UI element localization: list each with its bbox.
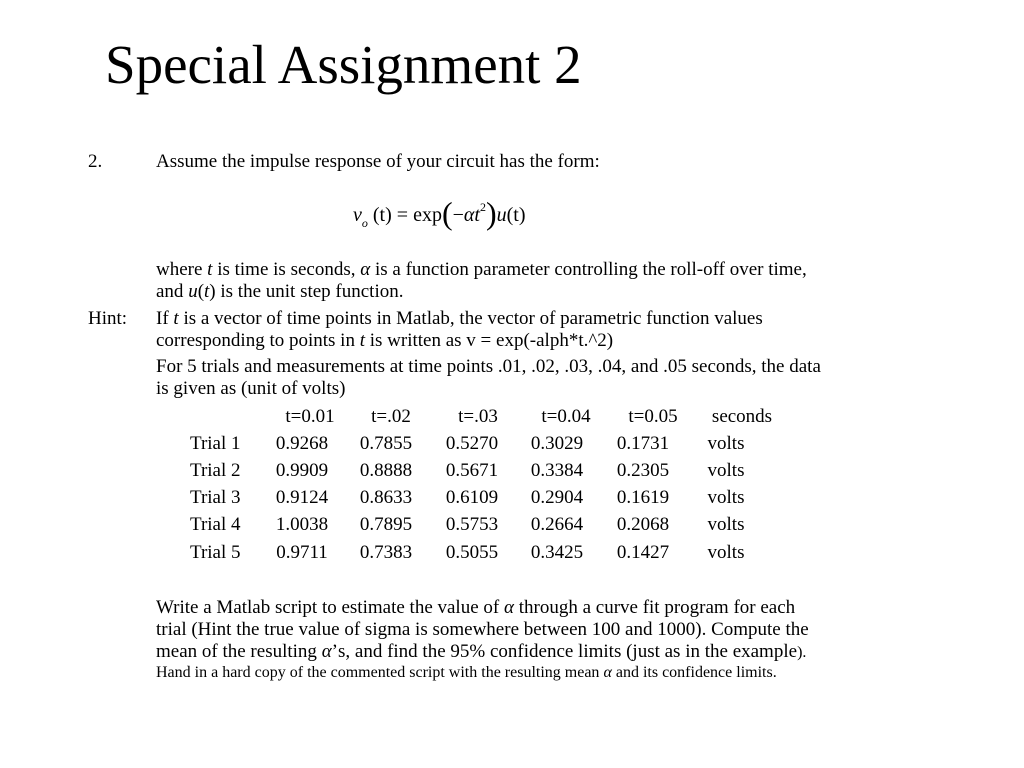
eq-minus: −: [452, 204, 464, 226]
where-line-2: and u(t) is the unit step function.: [156, 281, 404, 302]
hint-line-3: For 5 trials and measurements at time points .01, .02, .03, .04, and .05 seconds, the data: [156, 356, 821, 377]
intro-text: Assume the impulse response of your circuit has the form:: [156, 151, 600, 172]
item-number: 2.: [88, 151, 103, 172]
table-header-5: t=0.05: [628, 406, 678, 427]
table-header-3: t=.03: [458, 406, 498, 427]
eq-u-arg: (t): [506, 204, 526, 226]
eq-t: t: [474, 204, 480, 226]
eq-func: exp: [413, 204, 442, 226]
eq-arg: (t): [372, 204, 392, 226]
table-header-4: t=0.04: [541, 406, 591, 427]
slide: Special Assignment 2 2. Assume the impulse response of your circuit has the form: $v_o$ $(t) = \exp(-\alpha t^2)u(t)$ where t is time is seconds, α is a function parameter controlling the roll-off over time, and u(t) is the unit step function. Hint: If t is a vector of time points in Matlab, the vector of parametric function values corresponding to points in t is written as v = exp(-alph*t.^2) For 5 trials and measurements at time points .01, .02, .03, .04, and .05 seconds, the data is given as (unit of volts) t=0.01 t=.02 t=.03 t=0.04 t=0.05 seconds Trial 1 0.9268 0.7855 0.5270 0.3029 0.1731 volts Trial 2 0.9909 0.8888 0.5671 0.3384 0.2305 volts Trial 3 0.9124 0.8633 0.6109 0.2904 0.1619 volts Trial 4 1.0038 0.7895 0.5753 0.2664 0.2068 volts Trial 5 0.9711 0.7383 0.5055 0.3425 0.1427 volts Write a Matlab script to estimate the value of α through a curve fit program for each trial (Hint the true value of sigma is somewhere between 100 and 1000). Compute the mean of the resulting α’s, and find the 95% confidence limits (just as in the example). Hand in a hard copy of the commented script with the resulting mean α and its confidence limits.: [0, 0, 1024, 768]
hint-line-4: is given as (unit of volts): [156, 378, 346, 399]
table-header-6: seconds: [711, 406, 773, 427]
eq-close-paren: ): [485, 195, 497, 231]
closing-line-3: mean of the resulting α’s, and find the 95% confidence limits (just as in the example).: [156, 641, 807, 662]
impulse-response-equation: [353, 190, 526, 237]
slide-title: Special Assignment 2: [105, 34, 582, 95]
closing-line-1: Write a Matlab script to estimate the value of α through a curve fit program for each: [156, 597, 796, 618]
closing-line-4: Hand in a hard copy of the commented script with the resulting mean α and its confidence limits.: [156, 664, 777, 681]
eq-exponent: 2: [479, 200, 486, 214]
eq-equals: =: [396, 204, 409, 226]
table-header-1: t=0.01: [285, 406, 335, 427]
table-header-2: t=.02: [371, 406, 411, 427]
eq-alpha: α: [463, 204, 475, 226]
hint-label: Hint:: [88, 308, 128, 329]
hint-line-1: If t is a vector of time points in Matlab, the vector of parametric function values: [156, 308, 763, 329]
eq-sub: o: [361, 216, 368, 230]
closing-line-2: trial (Hint the true value of sigma is somewhere between 100 and 1000). Compute the: [156, 619, 809, 640]
hint-line-2: corresponding to points in t is written as v = exp(-alph*t.^2): [156, 330, 614, 351]
eq-u: u: [496, 204, 507, 226]
where-line-1: where t is time is seconds, α is a function parameter controlling the roll-off over time,: [156, 259, 807, 280]
eq-open-paren: (: [441, 195, 453, 231]
eq-v: v: [353, 204, 362, 226]
